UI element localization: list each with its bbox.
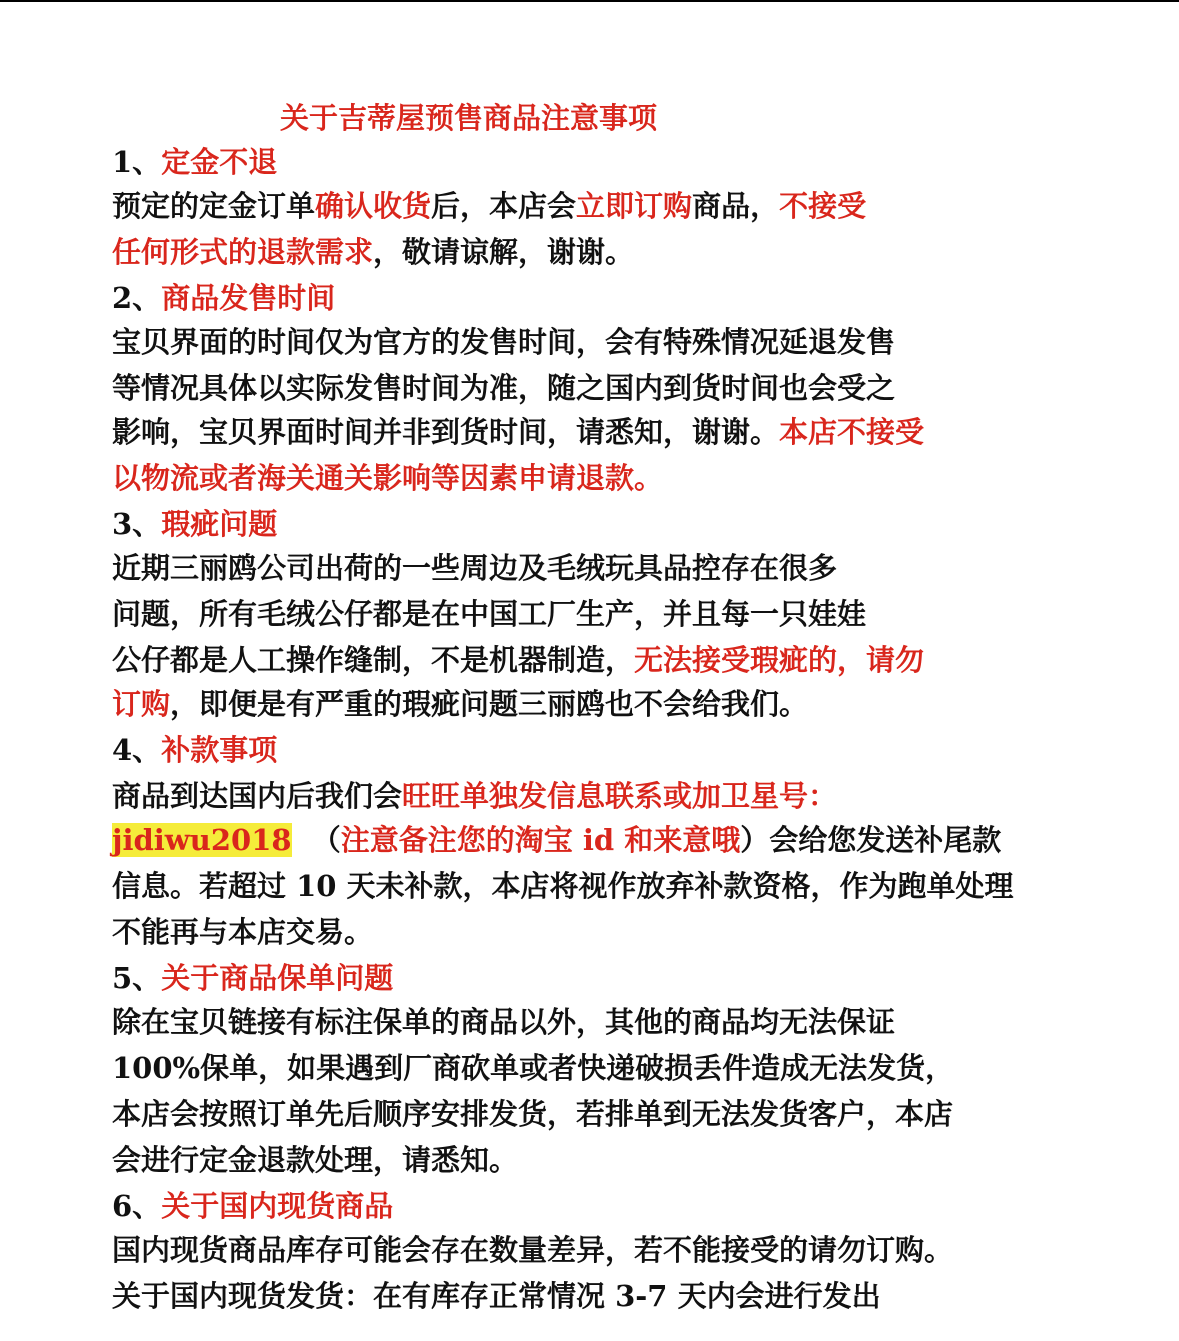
text-line [112,1186,393,1226]
emphasis-text: 不接受 [779,189,867,223]
body-text: 5、 [112,961,162,995]
body-text: 商品到达国内后我们会 [112,779,403,813]
text-line [112,684,808,724]
body-text: 公仔都是人工操作缝制，不是机器制造， [112,643,635,677]
emphasis-text: 立即订购 [576,189,693,223]
body-text: 不能再与本店交易。 [112,915,374,949]
body-text: 问题，所有毛绒公仔都是在中国工厂生产，并且每一只娃娃 [112,597,867,631]
top-border [0,0,1179,2]
emphasis-text: 确认收货 [315,189,432,223]
emphasis-text: 关于商品保单问题 [161,961,394,995]
emphasis-text: 定金不退 [161,145,278,179]
text-line [112,142,277,182]
emphasis-text: 旺旺单独发信息联系或加卫星号： [402,779,838,813]
emphasis-text: 订购 [112,687,171,721]
text-line [112,1094,953,1134]
body-text: ）会给您发送补尾款 [740,823,1002,857]
body-text: 除在宝贝链接有标注保单的商品以外，其他的商品均无法保证 [112,1005,896,1039]
text-line [112,866,1014,906]
body-text: 影响，宝贝界面时间并非到货时间，请悉知，谢谢。 [112,415,780,449]
text-line [112,548,837,588]
emphasis-text: 注意备注您的淘宝 id 和来意哦 [340,823,741,857]
body-text: 后，本店会 [431,189,577,223]
emphasis-text: 本店不接受 [779,415,925,449]
body-text: 宝贝界面的时间仅为官方的发售时间，会有特殊情况延退发售 [112,325,896,359]
text-line [112,776,837,816]
body-text: 会进行定金退款处理，请悉知。 [112,1143,519,1177]
text-line [112,1140,518,1180]
emphasis-text: 瑕疵问题 [161,507,278,541]
body-text: ，即便是有严重的瑕疵问题三丽鸥也不会给我们。 [170,687,809,721]
body-text: 1、 [112,145,162,179]
emphasis-text: 商品发售时间 [161,281,336,315]
emphasis-text: 任何形式的退款需求 [112,235,374,269]
text-line [112,1230,953,1270]
text-line [112,504,277,544]
body-text: 商品， [692,189,780,223]
emphasis-text: 关于国内现货商品 [161,1189,394,1223]
body-text: 100%保单，如果遇到厂商砍单或者快递破损丢件造成无法发货， [112,1051,955,1085]
text-line [112,1276,881,1316]
body-text: 预定的定金订单 [112,189,316,223]
text-line [112,912,373,952]
text-line [112,458,663,498]
body-text: 6、 [112,1189,162,1223]
text-line [112,820,1001,860]
body-text: 信息。若超过 10 天未补款，本店将视作放弃补款资格，作为跑单处理 [112,869,1014,903]
emphasis-text: 补款事项 [161,733,278,767]
body-text: 2、 [112,281,162,315]
text-line [112,730,277,770]
text-line [112,1002,895,1042]
body-text: 3、 [112,507,162,541]
text-line [112,640,924,680]
body-text: 国内现货商品库存可能会存在数量差异，若不能接受的请勿订购。 [112,1233,954,1267]
body-text: 4、 [112,733,162,767]
highlighted-wechat-id: jidiwu2018 [112,823,292,857]
text-line [112,278,335,318]
text-line [112,1048,954,1088]
body-text: 关于国内现货发货：在有库存正常情况 3-7 天内会进行发出 [112,1279,881,1313]
body-text: 近期三丽鸥公司出荷的一些周边及毛绒玩具品控存在很多 [112,551,838,585]
body-text: 本店会按照订单先后顺序安排发货，若排单到无法发货客户，本店 [112,1097,954,1131]
body-text: 等情况具体以实际发售时间为准，随之国内到货时间也会受之 [112,371,896,405]
body-text: （ [291,823,341,857]
text-line [112,322,895,362]
text-line [112,958,393,998]
text-line [112,368,895,408]
emphasis-text: 无法接受瑕疵的，请勿 [634,643,925,677]
emphasis-text: 以物流或者海关通关影响等因素申请退款。 [112,461,664,495]
text-line [112,594,866,634]
text-line [112,186,866,226]
page-title: 关于吉蒂屋预售商品注意事项 [280,101,658,135]
text-line [112,412,924,452]
text-line [112,232,634,272]
body-text: ，敬请谅解，谢谢。 [373,235,635,269]
